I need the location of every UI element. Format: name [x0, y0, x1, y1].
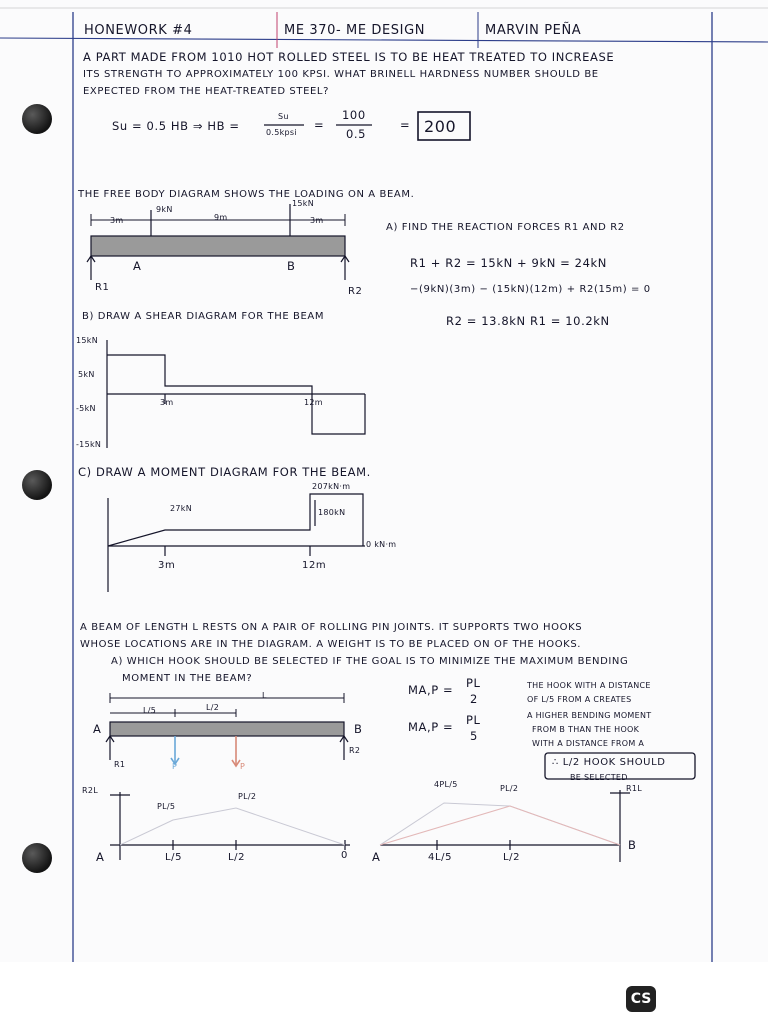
- right-diag-r1l: R1L: [626, 784, 643, 793]
- p3-line4: MOMENT IN THE BEAM?: [122, 673, 253, 684]
- student-name: MARVIN PEÑA: [485, 23, 582, 38]
- p3-line1: A BEAM OF LENGTH L RESTS ON A PAIR OF ROLLING PIN JOINTS. IT SUPPORTS TWO HOOKS: [80, 622, 583, 633]
- p2-intro: THE FREE BODY DIAGRAM SHOWS THE LOADING ON A BEAM.: [78, 189, 415, 200]
- p3-label-a: A: [93, 722, 102, 736]
- p2-label-r2: R2: [348, 286, 363, 297]
- p3-load-p: P: [240, 762, 246, 771]
- p1-equals2: =: [400, 118, 411, 132]
- p1-frac1-num: Su: [278, 112, 289, 121]
- camscanner-logo: CS: [626, 986, 656, 1012]
- p2-eq3: R2 = 13.8kN R1 = 10.2kN: [446, 314, 610, 328]
- p3-label-r2: R2: [349, 746, 361, 755]
- course-name: ME 370- ME DESIGN: [284, 23, 426, 38]
- moment-end: 0 kN·m: [366, 540, 397, 549]
- moment-peak: 207kN·m: [312, 482, 351, 491]
- shear-diagram: [107, 340, 365, 448]
- moment-step: 180kN: [318, 508, 346, 517]
- homework-title: HONEWORK #4: [84, 23, 193, 38]
- right-diag-pl2: PL/2: [500, 784, 519, 793]
- right-diag-a: A: [372, 850, 381, 864]
- p2-eq1: R1 + R2 = 15kN + 9kN = 24kN: [410, 256, 607, 270]
- right-diag-b: B: [628, 838, 637, 852]
- left-moment-diagram: [110, 792, 350, 860]
- p3-ma-eq1-lhs: MA,P =: [408, 683, 454, 697]
- shear-label-5: 5kN: [78, 370, 95, 379]
- p3-conclusion-line2: BE SELECTED: [570, 773, 628, 782]
- p2-dim-3m-right: 3m: [310, 216, 324, 225]
- p3-ma-eq1-den: 2: [470, 692, 478, 706]
- p3-ma-eq2-den: 5: [470, 729, 478, 743]
- p3-note-line4: FROM B THAN THE HOOK: [532, 725, 640, 734]
- p1-frac2-num: 100: [342, 108, 366, 122]
- p3-dim-l5: L/5: [143, 706, 157, 715]
- p1-frac2-den: 0.5: [346, 127, 367, 141]
- p3-note-line1: THE HOOK WITH A DISTANCE: [527, 681, 651, 690]
- p1-equals: =: [314, 118, 325, 132]
- right-diag-x-l2: L/2: [503, 852, 521, 863]
- p1-answer: 200: [424, 117, 457, 136]
- p2-label-b: B: [287, 259, 296, 273]
- shear-x-12m: 12m: [304, 398, 323, 407]
- p3-note-line2: OF L/5 FROM A CREATES: [527, 695, 632, 704]
- p2-part-b: B) DRAW A SHEAR DIAGRAM FOR THE BEAM: [82, 311, 325, 322]
- p2-load-9kn: 9kN: [156, 205, 173, 214]
- moment-x-12m: 12m: [302, 560, 327, 571]
- p3-ma-eq1-num: PL: [466, 676, 481, 690]
- p1-line1: A PART MADE FROM 1010 HOT ROLLED STEEL IS TO BE HEAT TREATED TO INCREASE: [83, 50, 615, 64]
- p1-frac1-den: 0.5kpsi: [266, 128, 297, 137]
- p3-line3: A) WHICH HOOK SHOULD BE SELECTED IF THE GOAL IS TO MINIMIZE THE MAXIMUM BENDING: [111, 656, 629, 667]
- left-diag-end-0: 0: [341, 850, 348, 861]
- p2-part-a: A) FIND THE REACTION FORCES R1 AND R2: [386, 222, 625, 233]
- left-diag-pl5: PL/5: [157, 802, 176, 811]
- p3-label-r1: R1: [114, 760, 126, 769]
- p1-line2: ITS STRENGTH TO APPROXIMATELY 100 KPSI. WHAT BRINELL HARDNESS NUMBER SHOULD BE: [83, 69, 599, 80]
- header-rule: [0, 38, 768, 42]
- left-diag-a: A: [96, 850, 105, 864]
- shear-label-neg15: -15kN: [76, 440, 102, 449]
- shear-label-neg5: -5kN: [76, 404, 96, 413]
- p2-load-15kn: 15kN: [292, 199, 314, 208]
- p3-dim-l2: L/2: [206, 703, 220, 712]
- shear-label-15: 15kN: [76, 336, 98, 345]
- p2-dim-3m-left: 3m: [110, 216, 124, 225]
- right-diag-x-4l5: 4L/5: [428, 852, 453, 863]
- left-diag-x-l5: L/5: [165, 852, 183, 863]
- p3-conclusion-line1: ∴ L/2 HOOK SHOULD: [552, 757, 666, 768]
- p2-label-a: A: [133, 259, 142, 273]
- p3-note-line3: A HIGHER BENDING MOMENT: [527, 711, 652, 720]
- p3-ma-eq2-lhs: MA,P =: [408, 720, 454, 734]
- left-diag-pl2: PL/2: [238, 792, 257, 801]
- p2-dim-9m: 9m: [214, 213, 228, 222]
- p3-line2: WHOSE LOCATIONS ARE IN THE DIAGRAM. A WEIGHT IS TO BE PLACED ON OF THE HOOKS.: [80, 639, 582, 650]
- p2-part-c: C) DRAW A MOMENT DIAGRAM FOR THE BEAM.: [78, 465, 371, 479]
- p3-load-f: P: [172, 762, 178, 771]
- moment-x-3m: 3m: [158, 560, 176, 571]
- right-diag-4pl5: 4PL/5: [434, 780, 458, 789]
- p3-label-b: B: [354, 722, 363, 736]
- beam-hooks: [106, 693, 348, 766]
- p1-line3: EXPECTED FROM THE HEAT-TREATED STEEL?: [83, 86, 330, 97]
- p3-note-line5: WITH A DISTANCE FROM A: [532, 739, 645, 748]
- left-diag-x-l2: L/2: [228, 852, 246, 863]
- left-diag-r2l: R2L: [82, 786, 99, 795]
- p2-eq2: −(9kN)(3m) − (15kN)(12m) + R2(15m) = 0: [410, 284, 651, 295]
- p1-eq-left: Su = 0.5 HB ⇒ HB =: [112, 119, 240, 133]
- p2-label-r1: R1: [95, 282, 110, 293]
- p3-ma-eq2-num: PL: [466, 713, 481, 727]
- p3-dim-l: L: [262, 691, 267, 700]
- shear-x-3m: 3m: [160, 398, 174, 407]
- moment-first: 27kN: [170, 504, 192, 513]
